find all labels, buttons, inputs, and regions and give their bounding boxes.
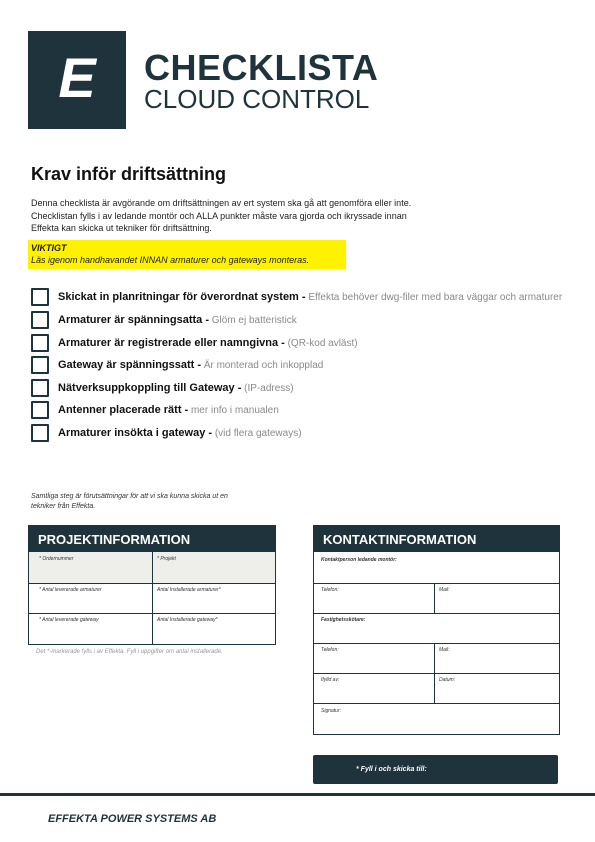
checklist-item-note: (QR-kod avläst) bbox=[284, 338, 358, 349]
checklist-item-label: Antenner placerade rätt - bbox=[58, 404, 189, 416]
property-manager-field[interactable]: Fastighetsskötare: bbox=[321, 617, 366, 623]
page-subtitle: CLOUD CONTROL bbox=[144, 84, 370, 114]
divider bbox=[152, 552, 153, 644]
intro-line: Denna checklista är avgörande om driftsättningen av ert system ska gå att genomföra eller inte. bbox=[31, 198, 412, 208]
filled-by-field[interactable]: Ifylld av: bbox=[321, 677, 340, 683]
checklist-item-label: Nätverksuppkoppling till Gateway - bbox=[58, 382, 242, 394]
checklist-item-note: (vid flera gateways) bbox=[212, 428, 302, 439]
mail-field-1[interactable]: Mail: bbox=[439, 587, 450, 593]
checklist-item-label: Armaturer är spänningsatta - bbox=[58, 314, 209, 326]
intro-line: Checklistan fylls i av ledande montör och ALLA punkter måste vara gjorda och ikryssade innan bbox=[31, 210, 407, 221]
checkbox[interactable] bbox=[31, 401, 49, 419]
send-to-label: * Fyll i och skicka till: bbox=[356, 766, 427, 773]
section-heading: Krav inför driftsättning bbox=[31, 164, 227, 184]
checkbox[interactable] bbox=[31, 424, 49, 442]
important-text: Läs igenom handhavandet INNAN armaturer och gateways monteras. bbox=[31, 255, 310, 265]
project-info-title: PROJEKTINFORMATION bbox=[29, 525, 275, 552]
divider bbox=[314, 613, 559, 614]
checkbox[interactable] bbox=[31, 334, 49, 352]
checklist-item-note: (IP-adress) bbox=[241, 383, 294, 394]
page-title: CHECKLISTA bbox=[144, 47, 379, 88]
installed-fixtures-field[interactable]: Antal Installerade armaturer* bbox=[157, 587, 221, 593]
prerequisite-footnote bbox=[31, 492, 271, 512]
footnote-line: Samtliga steg är förutsättningar för att vi ska kunna skicka ut en bbox=[31, 493, 228, 500]
delivered-gateway-field[interactable]: * Antal levererade gateway bbox=[39, 617, 99, 623]
projekt-field[interactable]: * Projekt bbox=[157, 556, 176, 562]
divider bbox=[434, 643, 435, 703]
checklist-item-label: Armaturer insökta i gateway - bbox=[58, 427, 213, 439]
important-label: VIKTIGT bbox=[31, 243, 67, 253]
project-info-panel bbox=[28, 525, 276, 645]
important-notice bbox=[28, 240, 346, 269]
signature-field[interactable]: Signatur: bbox=[321, 708, 342, 714]
divider bbox=[314, 703, 559, 704]
footer-divider bbox=[0, 793, 595, 796]
intro-text bbox=[31, 197, 491, 235]
company-name: EFFEKTA POWER SYSTEMS AB bbox=[48, 813, 217, 825]
checklist-item-label: Skickat in planritningar för överordnat system - bbox=[58, 291, 306, 303]
footnote-line: tekniker från Effekta. bbox=[31, 503, 96, 510]
send-to-bar bbox=[313, 755, 558, 784]
project-info-note: Det *-markerade fylls i av Effekta. Fyll i uppgifter om antal installerade. bbox=[36, 649, 223, 655]
contact-info-title: KONTAKTINFORMATION bbox=[314, 525, 559, 552]
phone-field-2[interactable]: Telefon: bbox=[321, 647, 339, 653]
divider bbox=[314, 583, 559, 584]
logo-letter: E bbox=[58, 46, 96, 109]
divider bbox=[314, 643, 559, 644]
ordernummer-field[interactable]: * Ordernummer bbox=[39, 556, 74, 562]
checklist-item-note: Effekta behöver dwg-filer med bara väggar och armaturer bbox=[305, 292, 563, 303]
contact-person-field[interactable]: Kontaktperson ledande montör: bbox=[321, 557, 397, 563]
checkbox[interactable] bbox=[31, 288, 49, 306]
checklist-item-label: Armaturer är registrerade eller namngivna - bbox=[58, 337, 285, 349]
mail-field-2[interactable]: Mail: bbox=[439, 647, 450, 653]
checklist-item-note: Är monterad och inkopplad bbox=[201, 360, 324, 371]
checklist-item-note: Glöm ej batteristick bbox=[208, 315, 297, 326]
divider bbox=[314, 673, 559, 674]
contact-info-panel bbox=[313, 525, 560, 735]
effekta-logo bbox=[28, 31, 126, 129]
checkbox[interactable] bbox=[31, 356, 49, 374]
checklist-item-note: mer info i manualen bbox=[188, 405, 279, 416]
installed-gateway-field[interactable]: Antal Installerade gateway* bbox=[157, 617, 218, 623]
phone-field-1[interactable]: Telefon: bbox=[321, 587, 339, 593]
intro-line: Effekta kan skicka ut tekniker för driftsättning. bbox=[31, 223, 212, 233]
divider bbox=[434, 583, 435, 613]
date-field[interactable]: Datum: bbox=[439, 677, 456, 683]
checkbox[interactable] bbox=[31, 379, 49, 397]
checkbox[interactable] bbox=[31, 311, 49, 329]
delivered-fixtures-field[interactable]: * Antal levererade armaturer bbox=[39, 587, 102, 593]
checklist-item-label: Gateway är spänningssatt - bbox=[58, 359, 202, 371]
